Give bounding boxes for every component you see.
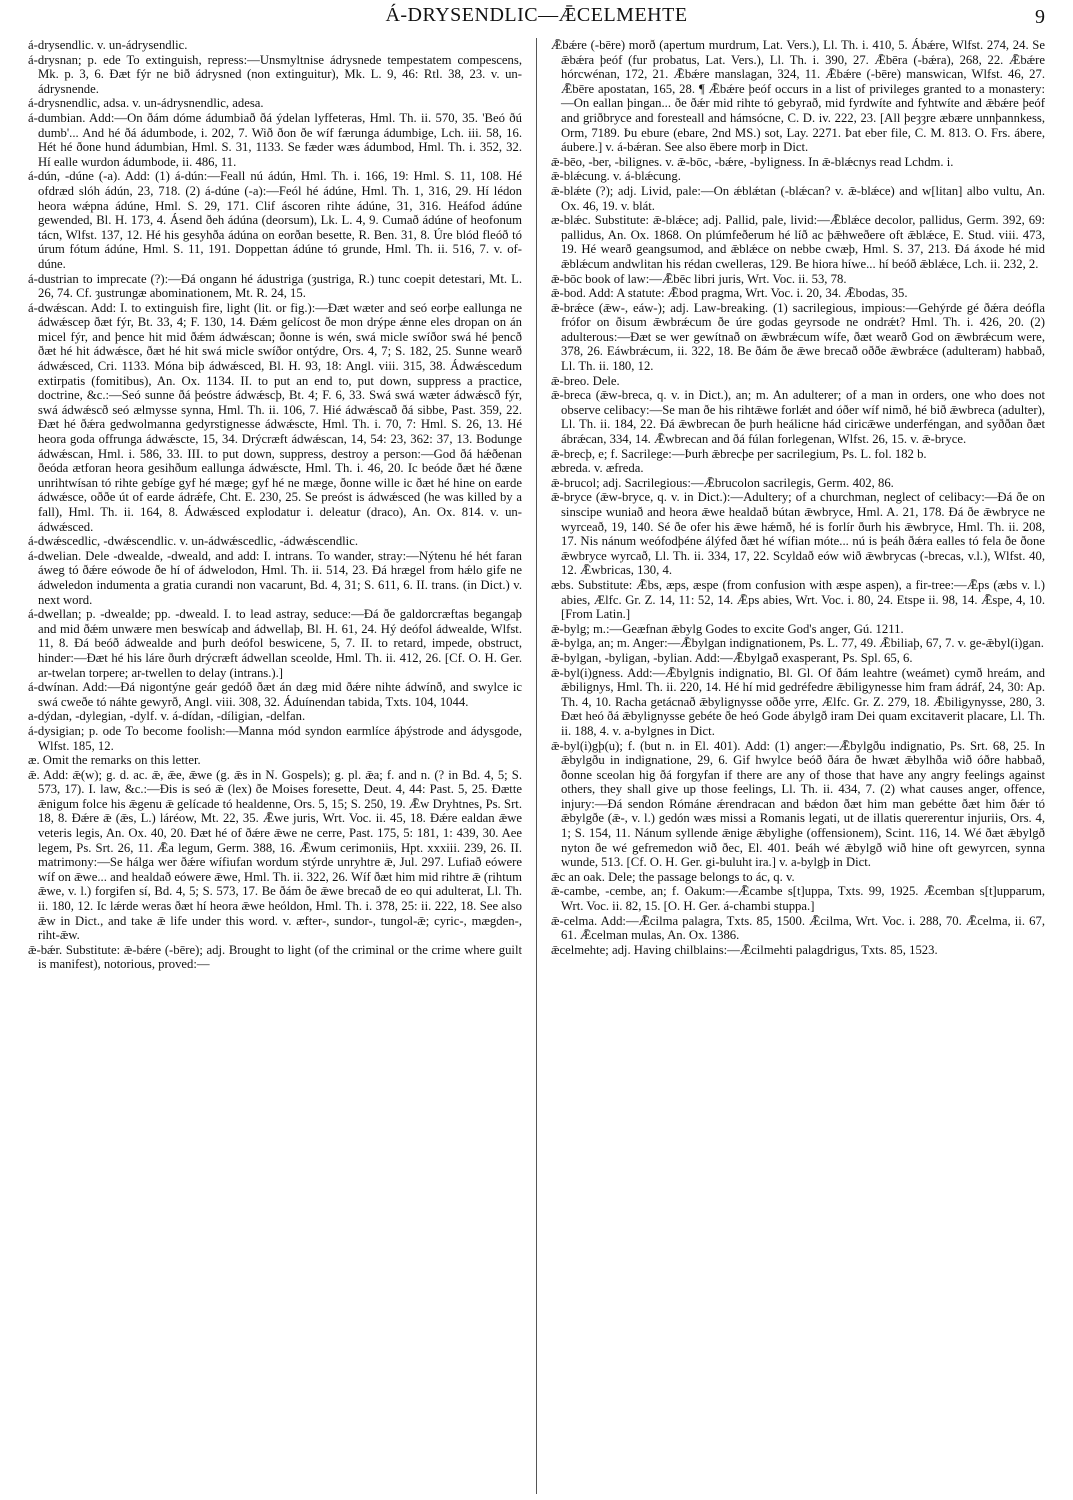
dictionary-entry: ǣ-byl(i)gness. Add:—Ǣbylgnis indignatio, Bl. Gl. Of ðám leahtre (weámet) cymð hreám, and ǣbilignys, Hml. Th. ii. 220, 14. Hé hí mid gedréfedre ǣbiligynesse him fram ádráf, 24, 30: Ap. Th. 4, 10. Racha getácnað ǣbylignysse oððe yrre, Ælfc. Gr. Z. 279, 18. Ǣbiligynysse, 280, 3. Ðæt heó ðá ǣbylignysse gebéte ðe heó Gode ábylgð iram Dei quam excitaverit placare, Ll. Th. ii. 188, 4. v. a-bylgnes in Dict. (551, 665, 1045, 738)
dictionary-entry: ǣ-celma. Add:—Ǣcilma palagra, Txts. 85, 1500. Ǣcilma, Wrt. Voc. i. 288, 70. Ǣcelma, ii. 67, 61. Ǣcelman mulas, An. Ox. 1386. (551, 913, 1045, 943)
dictionary-entry: á-dwǽscan. Add: I. to extinguish fire, light (lit. or fig.):—Ðæt wæter and seó eorþe eallunga ne ádwǽscep ðæt fýr, Bt. 33, 4; F. 130, 14. Ðǽm gelícost ðe mon drýpe ǽnne eles dropan on án micel fýr, and þence hit mid ðǽm ádwǽscan; ðonne is wén, swá micle swíðor swá hé þencð ðæt hé hit ádwǽsce, ðæt hé hit swá micle swíðor ontýdre, Ors. 4, 7; S. 182, 25. Sunne wearð ádwǽsced, Cri. 1133. Móna biþ ádwǽsced, Bl. H. 93, 18: Angl. viii. 315, 38. Ádwǽscedum extirpatis (fomitibus), An. Ox. 1134. II. to put an end to, put down, suppress a practice, doctrine, &c.:—Seó sunne ðá þeóstre ádwǽscþ, Bt. 4; F. 6, 33. Swá swá wæter ádwǽscð fýr, swá ádwǽscð seó ælmysse synna, Hml. Th. ii. 106, 7. Hié ádwǽscað ðá sibbe, Past. 359, 22. Ðæt hé ðǽra gedwolmanna gedyrstignesse ádwǽscte, Hml. Th. i. 70, 7: Hml. S. 26, 13. Hé heora goda offrunga ádwǽscte, 15, 34. Drýcræft ádwǽscan, 14, 54: 23, 362: 37, 13. Bodunge ádwǽscan, Hml. i. 586, 33. III. to put down, suppress, destroy a person:—God ðá hǽðenan ðeóda ætforan heora gesihðum eallunga ádwǽscte, Hml. Th. i. 46, 20. Ic beóde ðæt hé ðæne unrihtwísan tó rihte gebíge gyf hé mæge; gyf hé ne mæge, ðonne wille ic ðæt hé hine on earde ádwǽsce, oððe út of earde ádrǽfe, Cht. E. 230, 25. Se preóst is ádwǽsced (he was killed by a fall), Hml. Th. ii. 164, 8. Ádwǽsced explodatur i. deleatur (draco), An. Ox. 814. v. un-ádwǽsced. (28, 300, 522, 534)
dictionary-entry: æ-blǽc. Substitute: ǣ-blǽce; adj. Pallid, pale, livid:—Ǣblǽce decolor, pallidus, Germ. 392, 69: pallidus, An. Ox. 1868. On plúmfeðerum hé líð ac þǣhweðere oft ǣblǽce, E. Stud. viii. 473, 19. Hé wearð geangsumod, and ǣblǽce on nebbe cwæþ, Hml. S. 37, 213. Ðá áxode hé mid ǣblǽcum andwlitan his rédan cwelleras, 129. Be hiora híwe... hí beóð ǣblǽce, Lch. ii. 232, 2. (551, 213, 1045, 271)
page-title: Á-DRYSENDLIC—ǢCELMEHTE (385, 4, 688, 26)
dictionary-entry: ǣ-bylga, an; m. Anger:—Ǣbylgan indignationem, Ps. L. 77, 49. Ǣbiliaþ, 67, 7. v. ge-ǣbyl(i)gan. (551, 636, 1044, 651)
dictionary-entry: á-dustrian to imprecate (?):—Ðá ongann hé ádustriga (ȝustriga, R.) tunc coepit detestari, Mt. L. 26, 74. Cf. ȝustrungæ abominationem, Mt. R. 24, 15. (28, 271, 522, 301)
dictionary-entry: ǣ-bōc book of law:—Ǣbēc libri juris, Wrt. Voc. ii. 53, 78. (551, 271, 847, 286)
dictionary-entry: ǣ-bylgan, -byligan, -bylian. Add:—Ǣbylgað exasperant, Ps. Spl. 65, 6. (551, 650, 913, 665)
dictionary-entry: ǣ-breca (ǣw-breca, q. v. in Dict.), an; m. An adulterer; of a man in orders, one who does not observe celibacy:—Se man ðe his rihtǣwe forlǽt and óðer wíf nimð, hé bið ǣwbreca (adulter), Ll. Th. ii. 184, 22. Ðá ǣwbrecan ðe þurh heálicne hád ciricǣwe underféngan, and syððan ðæt ábrǽcan, 334, 14. Ǣwbrecan and ðá fúlan forlegenan, Wlfst. 26, 15. v. ǣ-bryce. (551, 388, 1045, 447)
dictionary-entry: ǣc an oak. Dele; the passage belongs to ác, q. v. (551, 869, 795, 884)
dictionary-entry: á-dwelian. Dele -dwealde, -dweald, and add: I. intrans. To wander, stray:—Nýtenu hé hét faran áweg tó ðǽre eówode ðe hí of ádwelodon, Hml. Th. ii. 514, 23. Ðá hrægel from hǽlo gife ne ádweledon indumenta a gratia curandi non vacarunt, Bd. 4, 31; S. 611, 6. II. trans. (in Dict.) v. next word. (28, 548, 522, 607)
dictionary-entry: á-dwellan; p. -dwealde; pp. -dweald. I. to lead astray, seduce:—Ðá ðe galdorcræftas begangaþ and mid ðǽm unwære men beswícaþ and ádwellaþ, Bl. H. 61, 24. Hý deófol ádwealde, Wlfst. 11, 8. Ðá beóð ádwealde and þurh deófol beswicene, 5, 7. II. to retard, impede, obstruct, hinder:—Ðæt hé his láre ðurh drýcræft ádwellan sceolde, Hml. Th. ii. 412, 26. [Cf. O. H. Ger. ar-twelan torpere; ar-twellen to delay (intrans.).] (28, 607, 522, 680)
dictionary-entry: ǣ-bēo, -ber, -bilignes. v. ǣ-bōc, -bǽre, -byligness. In ǣ-blǽcnys read Lchdm. i. (551, 154, 954, 169)
dictionary-entry: ǣ-bryce (ǣw-bryce, q. v. in Dict.):—Adultery; of a churchman, neglect of celibacy:—Ðá ðe on sinscipe wuniað and heora ǣwe healdað bútan ǣwbryce, Hml. A. 21, 178. Ðá ðe ǣwbryce ne wyrceað, 19, 140. Sé ðe ofer his ǣwe hǽmð, hé is forlír ðurh his ǣwbryce, Hml. Th. ii. 208, 17. Nis nánum weófodþéne álýfed ðæt hé wífian móte... nú is þeáh ðǽra ealles tó fela ðe ðone ǣwbryce wyrcað, Ll. Th. ii. 334, 17, 22. Scyldað eów wið ǣwbrycas (-brecas, v.l.), Wlfst. 40, 12. Ǣwbricas, 130, 4. (551, 490, 1045, 578)
dictionary-entry: a-dýdan, -dylegian, -dylf. v. á-dídan, -díligian, -delfan. (28, 709, 306, 724)
dictionary-entry: ǣ-byl(i)gþ(u); f. (but n. in El. 401). Add: (1) anger:—Ǣbylgðu indignatio, Ps. Srt. 68, 25. In ǣbylgðu in indignatione, 29, 6. Gif hwylce beóð ðára ðe hwæt ǣbylhða wið óðre habbað, ðonne sceolan hig ðá forgyfan if there are any of those that have any angry feelings against others, they shall give up those feelings, Ll. Th. ii. 434, 7. (2) what causes anger, offence, injury:—Ðá sendon Rómáne ǽrendracan and bǽdon ðæt him man gebétte ðæt him ðǽr tó ǣbylgðe (ǣ-, v. l.) gedón wæs missi a Romanis legati, ut de illatis quererentur injuriis, Ors. 4, 1; S. 154, 11. Nánum syllende ǣnige ǣbylighe (offensionem), Scint. 116, 14. Wé ðæt ǣbylgð nyton ðe wé gefremedon wið ðec, El. 401. Þeáh wé ǣbylgð wið hine oft gewyrcen, synna wunde, 513. [Cf. O. H. Ger. gi-buluht ira.] v. a-bylgþ in Dict. (551, 738, 1045, 870)
dictionary-entry: á-drysendlic. v. un-ádrysendlic. (28, 38, 188, 52)
dictionary-entry: ǣ-breo. Dele. (551, 373, 620, 388)
dictionary-entry: ǣ-cambe, -cembe, an; f. Oakum:—Ǣcambe s[t]uppa, Txts. 99, 1925. Ǣcemban s[t]upparum, Wrt. Voc. ii. 82, 15. [O. H. Ger. á-chambi stuppa.] (551, 884, 1045, 914)
dictionary-entry: ǣcelmehte; adj. Having chilblains:—Ǣcilmehti palagdrigus, Txts. 85, 1523. (551, 942, 938, 957)
dictionary-entry: á-drysnan; p. ede To extinguish, repress:—Unsmyltnise ádrysnede tempestatem compescens, Mk. p. 3, 6. Ðæt fýr ne bið ádrysned (non extinguitur), Mk. L. 9, 46: Rtl. 38, 23. v. un-ádrysnende. (28, 52, 522, 96)
dictionary-entry: á-drysnendlic, adsa. v. un-ádrysnendlic, adesa. (28, 96, 264, 111)
column-divider (536, 38, 537, 1494)
dictionary-entry: ǣ-bylg; m.:—Geæfnan ǣbylg Godes to excite God's anger, Gú. 1211. (551, 621, 904, 636)
dictionary-entry: ǣ-brǽce (ǣw-, eáw-); adj. Law-breaking. (1) sacrilegious, impious:—Gehýrde gé ðǽra deófla frófor on ðisum ǣwbrǽcum ðe úre godas geyrsode ne ondrǽt? Hml. Th. i. 426, 20. (2) adulterous:—Ðæt se wer gewítnað on ǣwbrǽcum wífe, ðæt wearð God on ǣwbrǽcum were, 378, 26. Eáwbrǽcum, ii. 322, 18. Be ðám ðe ǣwe brecað oððe ǣwbrǽce (adulteram) habbað, Ll. Th. ii. 180, 12. (551, 300, 1045, 374)
dictionary-entry: æbreda. v. æfreda. (551, 461, 644, 476)
dictionary-entry: ǣ-brucol; adj. Sacrilegious:—Ǣbrucolon sacrilegis, Germ. 402, 86. (551, 475, 894, 490)
dictionary-entry: á-dwínan. Add:—Ðá nigontýne geár gedóð ðæt án dæg mid ðǽre nihte ádwínð, and swylce ic swá cweðe tó náhte gewyrð, Angl. viii. 308, 32. Áduínendan tabida, Txts. 104, 1044. (28, 680, 522, 709)
dictionary-columns (28, 38, 1045, 1494)
dictionary-entry: Ǣbǽre (-bēre) morð (apertum murdrum, Lat. Vers.), Ll. Th. i. 410, 5. Ábǽre, Wlfst. 274, 24. Se ǣbǽra þeóf (fur probatus, Lat. Vers.), Ll. Th. i. 390, 27. Ǣbēra (-bǽra), 268, 22. Ǣbǽre hórcwénan, 172, 21. Ǣbǽre manslagan, 324, 11. Ǣbǽre (-bēre) manswican, Wlfst. 46, 27. Ǣbēre apostatan, 165, 28. ¶ Ǣbǽre þeóf occurs in a list of privileges granted to a monastery:—On eallan þingan... ðe ðǽr mid rihte tó gebyrað, mid fyrdwíte and fyhtwíte and ǣbǽre þeóf and griðbryce and foresteall and hámsócne, C. D. iv. 222, 23. [All þeȝȝre æbære unnþannkess, Orm, 7189. Þu ebure (ebare, 2nd MS.) sot, Lay. 2271. Þat eber file, C. M. 813. O. Frs. ábere, áubere.] v. á-bǽran. See also ēbere morþ in Dict. (551, 38, 1045, 155)
dictionary-entry: ǣ-bod. Add: A statute: Ǣbod pragma, Wrt. Voc. i. 20, 34. Ǣbodas, 35. (551, 286, 908, 301)
dictionary-entry: ǣ-blǽcung. v. á-blǽcung. (551, 169, 681, 184)
right-column (551, 38, 1045, 1494)
dictionary-entry: ǣ-brecþ, e; f. Sacrilege:—Þurh ǣbrecþe per sacrilegium, Ps. L. fol. 182 b. (551, 446, 927, 461)
dictionary-entry: æ. Omit the remarks on this letter. (28, 753, 201, 768)
dictionary-entry: ǣ-blǽte (?); adj. Livid, pale:—On ǽblǽtan (-blǽcan? v. ǣ-blǽce) and w[litan] albo vultu, An. Ox. 46, 19. v. blát. (551, 183, 1045, 213)
left-column (28, 38, 522, 1494)
dictionary-entry: æbs. Substitute: Ǣbs, æps, æspe (from confusion with æspe aspen), a fir-tree:—Ǣps (æbs v. l.) abies, Ælfc. Gr. Z. 14, 11: 52, 14. Ǣps abies, Wrt. Voc. i. 80, 24. Etspe ii. 98, 14. Ǣspe, 4, 10. [From Latin.] (551, 577, 1045, 622)
page-number: 9 (1035, 6, 1045, 28)
dictionary-entry: á-dysigian; p. ode To become foolish:—Manna mód syndon earmlíce áþýstrode and ádysgode, Wlfst. 185, 12. (28, 723, 522, 753)
dictionary-entry: ǣ-bǽr. Substitute: ǣ-bǽre (-bēre); adj. Brought to light (of the criminal or the crime where guilt is manifest), notorious, proved:— (28, 942, 522, 972)
dictionary-entry: á-dumbian. Add:—On ðám dóme ádumbiað ðá ýdelan lyffeteras, Hml. Th. ii. 570, 35. 'Beó ðú dumb'... And hé ðá ádumbode, i. 202, 7. Wið ðon ðe wíf færunga ádumbige, Lch. iii. 58, 16. Hét hé ðone hund ádumbian, Hml. S. 31, 1133. Se fæder wæs ádumbod, Hml. Th. i. 352, 32. Hí ealle wurdon ádumbode, ii. 486, 11. (28, 110, 522, 169)
dictionary-entry: á-dwǽscedlic, -dwǽscendlic. v. un-ádwǽscedlic, -ádwǽscendlic. (28, 534, 359, 549)
page-header (28, 4, 1045, 30)
dictionary-entry: á-dún, -dúne (-a). Add: (1) á-dún:—Feall nú ádún, Hml. Th. i. 166, 19: Hml. S. 11, 108. Hé ofdræd slóh ádún, 23, 718. (2) á-dúne (-a):—Feól hé ádúne, Hml. Th. 1, 316, 29. Hí lédon heora wǽpna ádúne, Hml. S. 29, 171. Clif áscoren rihte ádúne, 31, 316. Heáfod ádúne gewended, Bl. H. 173, 4. Ásend ðeh ádúna (deorsum), Lk. L. 4, 9. Cumað ádúne of heofonum tácn, Wlfst. 137, 12. Hé his gesyhða ádúna on eorðan besette, R. Ben. 31, 8. Úre blód fleóð tó úrum fótum ádúne, Hml. S. 11, 191. Doppettan ádúne tó grunde, Hml. Th. ii. 516, 7. v. of-dúne. (28, 169, 522, 271)
dictionary-entry: ǣ. Add: ǣ(w); g. d. ac. ǣ, ǣe, ǣwe (g. ǣs in N. Gospels); g. pl. ǣa; f. and n. (? in Bd. 4, 5; S. 573, 17). I. law, &c.:—Ðis is seó ǣ (lex) ðe Moises foresette, Deut. 4, 44: Past. 5, 25. Ðætte ǣnigum folce his ǣgenu ǣ gelícade tó healdenne, Ors. 5, 15; S. 250, 19. Ǣw Dryhtnes, Ps. Srt. 18, 8. Ðǽre ǣ (ǣs, L.) láréow, Mt. 22, 35. Ǣwe juris, Wrt. Voc. ii. 45, 18. Ðǽre ealdan ǣwe veteris legis, An. Ox. 40, 20. Ðæt hé of ðǽre ǣwe ne cerre, Past. 175, 5: 181, 1: 439, 30. Aee legem, Ps. Srt. 26, 11. Ǣa legum, Germ. 388, 16. Ǣwum cerimoniis, Hpt. xxxiii. 239, 26. II. matrimony:—Se hálga wer ðǽre wífiufan wordum stýrde unryhtre ǣ, Jul. 297. Lufiað eówere wíf on ǣwe... and healdað eówere ǣwe, Hml. Th. ii. 322, 26. Wíf ðæt him mid rihtre ǣ (rihtum ǣwe, v. l.) forgifen sí, Bd. 4, 5; S. 573, 17. Be ðám ðe ǣwe brecað de eo qui adulterat, Ll. Th. ii. 180, 12. Ic lǽrde weras ðæt hí heora ǣwe heóldon, Hml. Th. i. 378, 25: ii. 222, 18. See also ǣw in Dict., and take ǣ life under this word. v. æfter-, sundor-, tungol-ǣ; cyric-, mægden-, riht-ǣw. (28, 767, 522, 943)
